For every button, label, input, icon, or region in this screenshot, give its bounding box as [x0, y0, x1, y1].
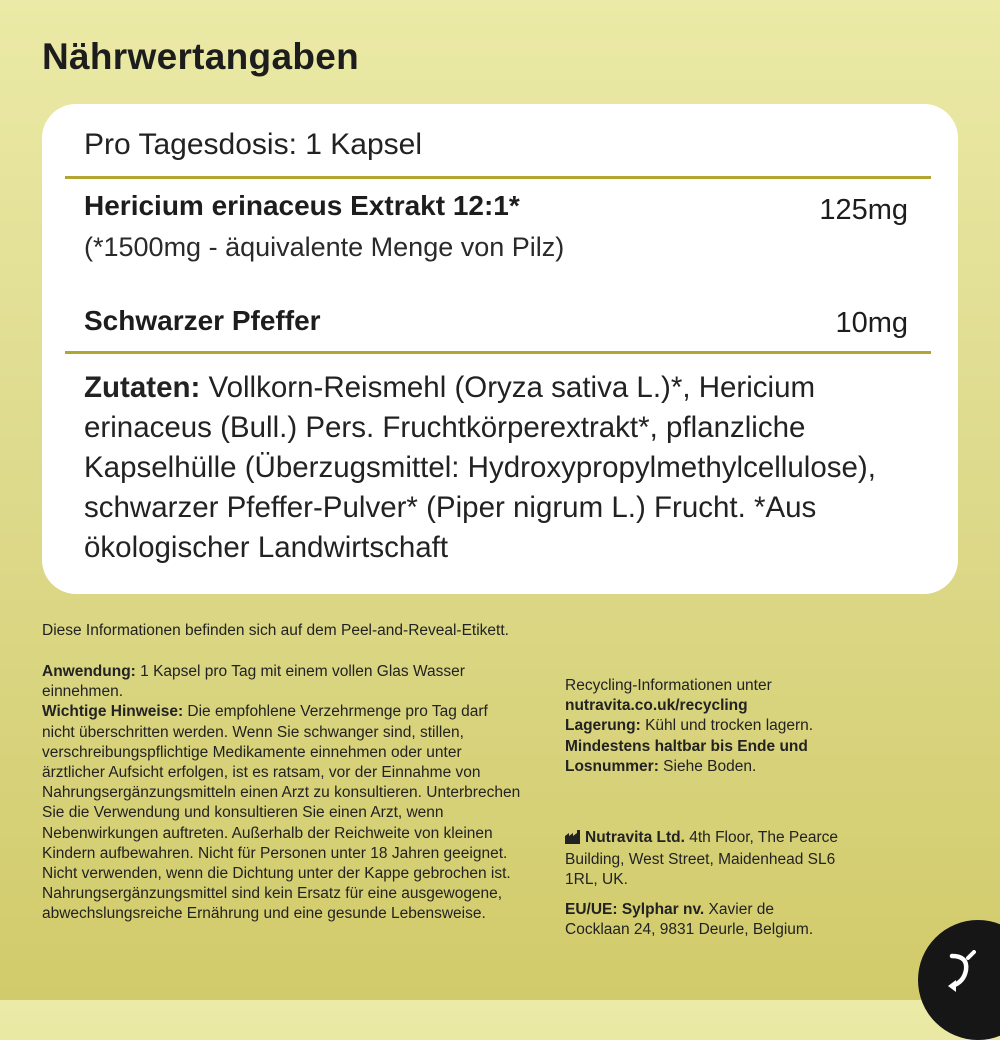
- nutrient-value: 10mg: [835, 307, 908, 339]
- notes-label: Wichtige Hinweise:: [42, 703, 184, 721]
- usage-block: [42, 662, 524, 925]
- eu-label: EU/UE: Sylphar nv.: [565, 901, 705, 918]
- recycling-text: Recycling-Informationen unter: [565, 677, 772, 694]
- ingredients-label: Zutaten:: [84, 371, 201, 404]
- divider-bottom: [65, 351, 931, 354]
- factory-icon: [565, 830, 581, 850]
- company-address: 4th Floor, The Pearce Building, West Street, Maidenhead SL6 1RL, UK.: [565, 829, 838, 889]
- usage-text: 1 Kapsel pro Tag mit einem vollen Glas Wasser einnehmen.: [42, 663, 465, 701]
- nutrient-name: Hericium erinaceus Extrakt 12:1*: [84, 190, 520, 221]
- rotate-arrow-icon: [946, 950, 976, 994]
- nutrient-sub: (*1500mg - äquivalente Menge von Pilz): [84, 232, 565, 262]
- recycling-link[interactable]: nutravita.co.uk/recycling: [565, 697, 748, 715]
- rotate-button[interactable]: [918, 920, 1000, 1040]
- usage-label: Anwendung:: [42, 663, 136, 680]
- page-title: Nährwertangaben: [42, 36, 360, 77]
- nutrient-value: 125mg: [819, 194, 908, 226]
- storage-block: [565, 676, 895, 777]
- company-block: [565, 828, 865, 891]
- bestbefore-label: Mindestens haltbar bis Ende und Losnummer:: [565, 737, 808, 775]
- storage-text: Kühl und trocken lagern.: [640, 717, 814, 735]
- company-name: Nutravita Ltd.: [585, 829, 685, 846]
- storage-label: Lagerung:: [565, 717, 641, 735]
- ingredients-body: Vollkorn-Reismehl (Oryza sativa L.)*, Hericium erinaceus (Bull.) Pers. Fruchtkörperextrakt*, pflanzliche Kapselhülle (Überzugsmittel: Hydroxypropylmethylcellulose), schwarzer Pfeffer-Pulver* (Piper nigrum L.) Frucht. *Aus ökologischer Landwirtschaft: [84, 371, 876, 564]
- dose-label: Pro Tagesdosis: 1 Kapsel: [84, 128, 422, 161]
- divider-top: [65, 176, 931, 179]
- peel-note: Diese Informationen befinden sich auf dem Peel-and-Reveal-Etikett.: [42, 622, 509, 639]
- bestbefore-text: Siehe Boden.: [658, 757, 757, 775]
- notes-text: Die empfohlene Verzehrmenge pro Tag darf nicht überschritten werden. Wenn Sie schwanger sind, stillen, verschreibungspflichtige Medikamente einnehmen oder unter ärztlicher Aufsicht erfolgen, ist es ratsam, vor der Einnahme von Nahrungsergänzungsmitteln einen Arzt zu konsultieren. Unterbrechen Sie die Verwendung und konsultieren Sie einen Arzt, wenn Nebenwirkungen auftreten. Außerhalb der Reichweite von kleinen Kindern aufbewahren. Nicht für Personen unter 18 Jahren geeignet. Nicht verwenden, wenn die Dichtung unter der Kappe gebrochen ist. Nahrungsergänzungsmittel sind kein Ersatz für eine ausgewogene, abwechslungsreiche Ernährung und eine gesunde Lebensweise.: [42, 703, 521, 923]
- nutrition-card: [42, 104, 958, 594]
- eu-address: Xavier de Cocklaan 24, 9831 Deurle, Belgium.: [565, 901, 814, 939]
- nutrient-name: Schwarzer Pfeffer: [84, 305, 321, 336]
- eu-block: [565, 900, 825, 940]
- ingredients-text: [84, 368, 924, 568]
